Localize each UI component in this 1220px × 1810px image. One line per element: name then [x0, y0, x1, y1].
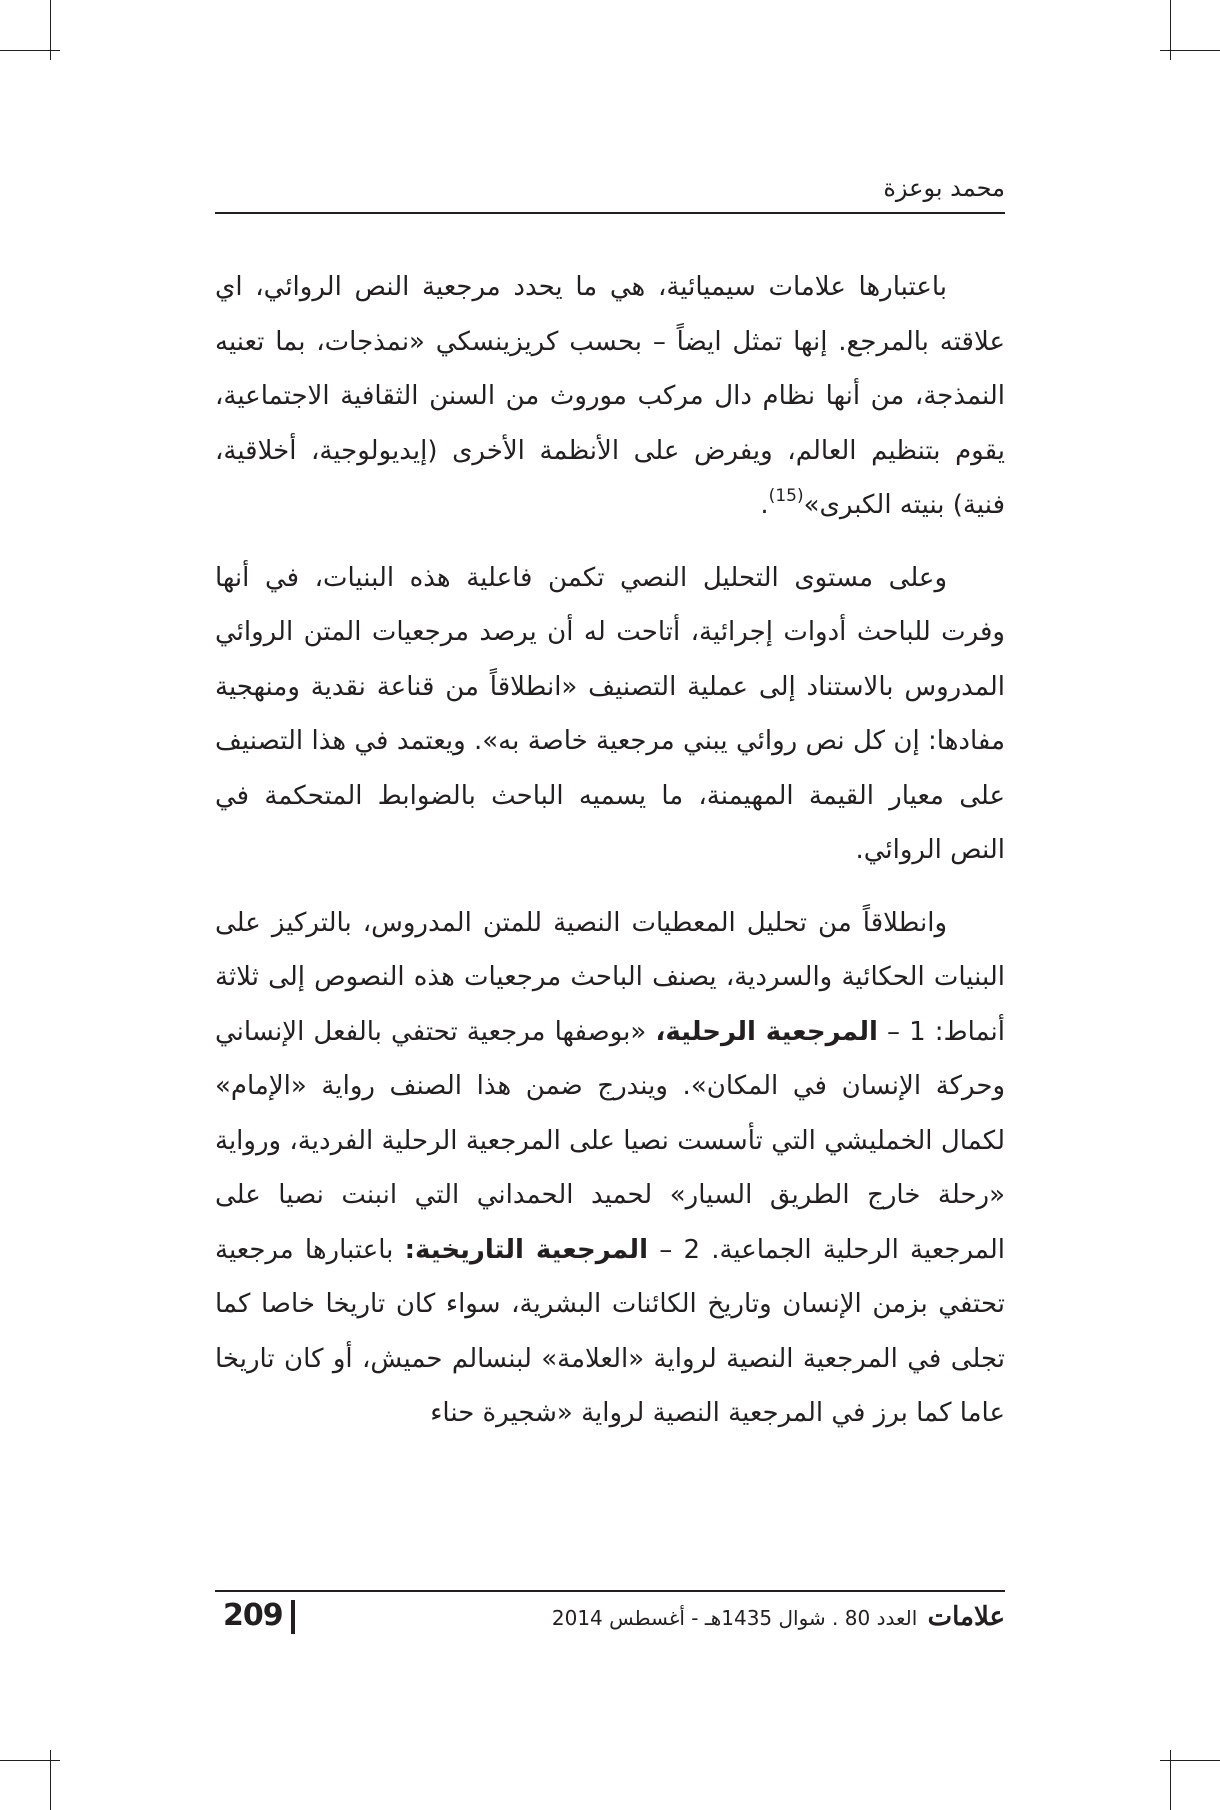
footer-rule [215, 1590, 1005, 1592]
crop-mark [50, 0, 51, 60]
paragraph-3 [215, 896, 1005, 1441]
paragraph-2: وعلى مستوى التحليل النصي تكمن فاعلية هذه البنيات، في أنها وفرت للباحث أدوات إجرائية، أتاحت له أن يرصد مرجعيات المتن الروائي المدروس بالاستناد إلى عملية التصنيف «انطلاقاً من قناعة نقدية ومنهجية مفادها: إن كل نص روائي يبني مرجعية خاصة به». ويعتمد في هذا التصنيف على معيار القيمة المهيمنة، ما يسميه الباحث بالضوابط المتحكمة في النص الروائي. [215, 562, 1005, 865]
crop-mark [1160, 50, 1220, 51]
crop-mark [1170, 0, 1171, 60]
footer-divider [291, 1600, 295, 1634]
crop-mark [50, 1750, 51, 1810]
paragraph-1-end: . [760, 490, 769, 520]
paragraph-3-text: باعتبارها مرجعية تحتفي بزمن الإنسان وتاريخ الكائنات البشرية، سواء كان تاريخا خاصا كما تجلى في المرجعية النصية لرواية «العلامة» لبنسالم حميش، أو كان تاريخا عاما كما برز في المرجعية النصية لرواية «شجيرة حناء [215, 1234, 1005, 1428]
paragraph-1 [215, 260, 1005, 533]
term-travel-reference: المرجعية الرحلية، [655, 1016, 878, 1047]
running-head [215, 170, 1005, 214]
issue-info: العدد 80 . شوال 1435هـ - أغسطس 2014 [551, 1606, 918, 1630]
footnote-ref: (15) [768, 486, 804, 506]
article-body [215, 260, 1005, 1441]
journal-logo: علامات [927, 1602, 1005, 1632]
page-footer [215, 1590, 1005, 1640]
crop-mark [1160, 1760, 1220, 1761]
paragraph-1-text: باعتبارها علامات سيميائية، هي ما يحدد مرجعية النص الروائي، اي علاقته بالمرجع. إنها تمثل ايضاً – بحسب كريزينسكي «نمذجات، بما تعنيه النمذجة، من أنها نظام دال مركب موروث من السنن الثقافية الاجتماعية، يقوم بتنظيم العالم، ويفرض على الأنظمة الأخرى (إيديولوجية، أخلاقية، فنية) بنيته الكبرى» [215, 272, 1005, 520]
journal-info [552, 1602, 1005, 1632]
term-historical-reference: المرجعية التاريخية: [404, 1234, 648, 1265]
page-number: 209 [223, 1598, 283, 1633]
crop-mark [0, 1760, 60, 1761]
crop-mark [0, 50, 60, 51]
header-rule [215, 212, 1005, 214]
paragraph-3-text: وانطلاقاً من تحليل المعطيات النصية للمتن المدروس، بالتركيز على البنيات الحكائية والسردية، يصنف الباحث مرجعيات هذه النصوص إلى ثلاثة أنماط: 1 – [215, 907, 1005, 1047]
paragraph-3-text: «بوصفها مرجعية تحتفي بالفعل الإنساني وحركة الإنسان في المكان». ويندرج ضمن هذا الصنف رواية «الإمام» لكمال الخمليشي التي تأسست نصيا على المرجعية الرحلية الفردية، ورواية «رحلة خارج الطريق السيار» لحميد الحمداني التي انبنت نصيا على المرجعية الرحلية الجماعية. 2 – [215, 1016, 1005, 1265]
crop-mark [1170, 1750, 1171, 1810]
author-name: محمد بوعزة [883, 174, 1005, 202]
